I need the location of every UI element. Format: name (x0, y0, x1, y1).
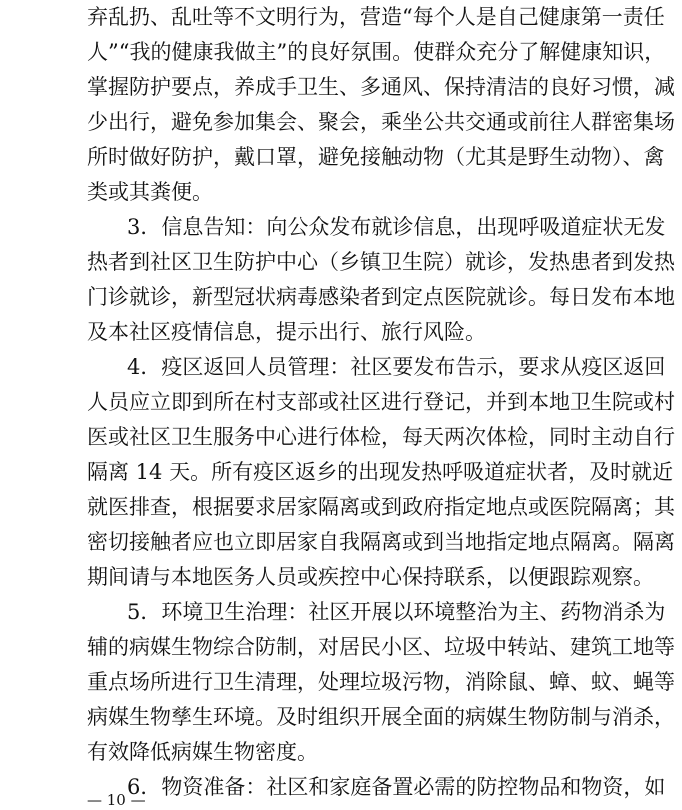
text-line: 少出行，避免参加集会、聚会，乘坐公共交通或前往人群密集场 (87, 110, 675, 134)
text-line: 医或社区卫生服务中心进行体检，每天两次体检，同时主动自行 (87, 425, 675, 449)
text-line: 就医排查，根据要求居家隔离或到政府指定地点或医院隔离；其 (87, 495, 675, 519)
page-number: — 10 — (87, 791, 146, 809)
text-line: 期间请与本地医务人员或疾控中心保持联系，以便跟踪观察。 (87, 565, 654, 589)
text-line: 所时做好防护，戴口罩，避免接触动物（尤其是野生动物）、禽 (87, 145, 665, 169)
text-line: 人”“我的健康我做主”的良好氛围。使群众充分了解健康知识， (87, 40, 666, 64)
text-line: 隔离 14 天。所有疫区返乡的出现发热呼吸道症状者，及时就近 (87, 460, 674, 484)
paragraph-5-first-line: 5．环境卫生治理：社区开展以环境整治为主、药物消杀为 (127, 600, 666, 624)
text-line: 辅的病媒生物综合防制，对居民小区、垃圾中转站、建筑工地等 (87, 635, 675, 659)
paragraph-3-first-line: 3．信息告知：向公众发布就诊信息，出现呼吸道症状无发 (127, 215, 666, 239)
text-line: 人员应立即到所在村支部或社区进行登记，并到本地卫生院或村 (87, 390, 675, 414)
text-line: 重点场所进行卫生清理，处理垃圾污物，消除鼠、蟑、蚊、蝇等 (87, 670, 675, 694)
text-line: 掌握防护要点，养成手卫生、多通风、保持清洁的良好习惯，减 (87, 75, 675, 99)
text-line: 门诊就诊，新型冠状病毒感染者到定点医院就诊。每日发布本地 (87, 285, 675, 309)
paragraph-4-first-line: 4．疫区返回人员管理：社区要发布告示，要求从疫区返回 (127, 355, 666, 379)
text-line: 类或其粪便。 (87, 180, 213, 204)
text-line: 密切接触者应也立即居家自我隔离或到当地指定地点隔离。隔离 (87, 530, 675, 554)
text-line: 有效降低病媒生物密度。 (87, 740, 318, 764)
text-line: 热者到社区卫生防护中心（乡镇卫生院）就诊，发热患者到发热 (87, 250, 675, 274)
text-line: 及本社区疫情信息，提示出行、旅行风险。 (87, 320, 486, 344)
paragraph-6-first-line: 6．物资准备：社区和家庭备置必需的防控物品和物资，如 (127, 775, 666, 799)
text-line: 弃乱扔、乱吐等不文明行为，营造“每个人是自己健康第一责任 (87, 5, 665, 29)
text-line: 病媒生物孳生环境。及时组织开展全面的病媒生物防制与消杀， (87, 705, 675, 729)
